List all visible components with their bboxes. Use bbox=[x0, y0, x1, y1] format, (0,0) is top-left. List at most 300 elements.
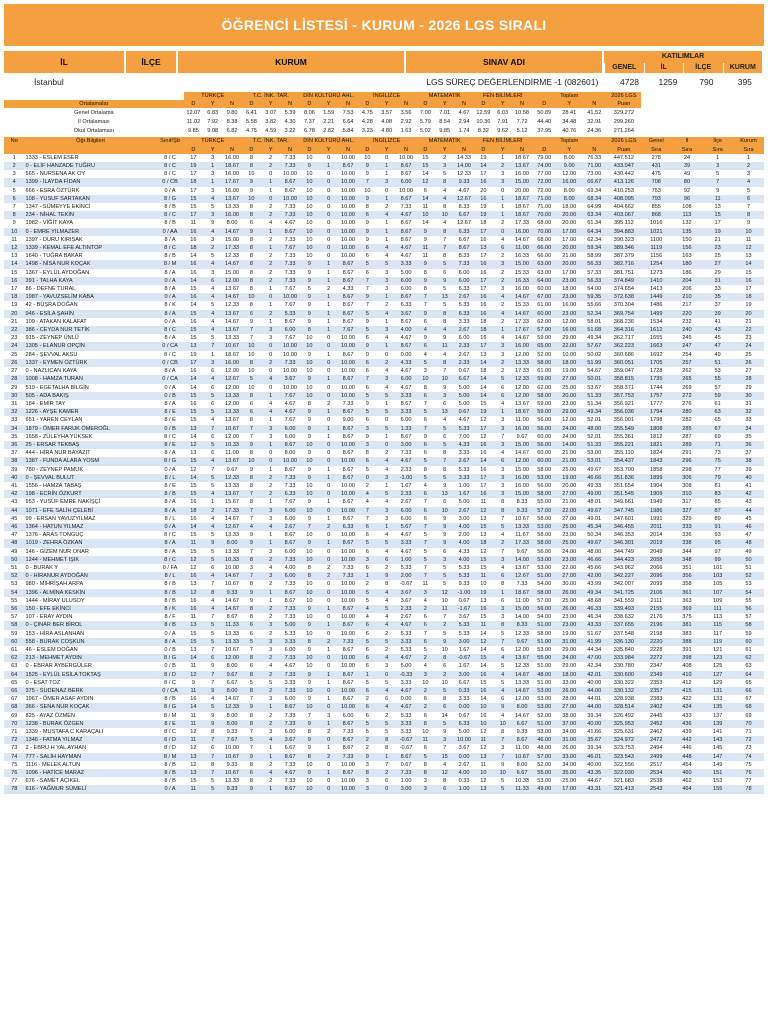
table-cell: 4.67 bbox=[280, 408, 299, 416]
table-cell: 7.33 bbox=[454, 260, 473, 268]
table-cell: 262 bbox=[672, 367, 703, 375]
table-cell: 3 bbox=[377, 269, 396, 277]
student-name: 946 - ESİLA ŞAHİN bbox=[24, 310, 156, 318]
table-cell: 10 bbox=[358, 154, 377, 162]
table-cell: 5.00 bbox=[280, 621, 299, 629]
table-cell: 327 bbox=[672, 507, 703, 515]
average-value: 2.92 bbox=[400, 118, 412, 125]
table-cell: 8 bbox=[242, 605, 261, 613]
table-cell: 359.047 bbox=[607, 367, 641, 375]
table-cell: 51.00 bbox=[532, 572, 557, 580]
table-cell: 0 bbox=[319, 416, 338, 424]
table-cell: 31.00 bbox=[557, 638, 582, 646]
table-cell: 25.00 bbox=[557, 523, 582, 531]
table-cell: 6 bbox=[435, 703, 454, 711]
table-cell: 1655 bbox=[641, 334, 672, 342]
table-cell: 16 bbox=[184, 269, 203, 277]
table-cell: 0 bbox=[319, 736, 338, 744]
table-cell: 6 bbox=[358, 646, 377, 654]
table-cell: 1 bbox=[4, 154, 24, 162]
table-cell: 323.753 bbox=[607, 744, 641, 752]
table-cell: 0 bbox=[377, 671, 396, 679]
table-cell: 8 bbox=[435, 203, 454, 211]
table-cell: 8 / C bbox=[156, 170, 183, 178]
table-cell: 8 bbox=[242, 285, 261, 293]
table-cell: 12.67 bbox=[512, 572, 531, 580]
table-cell: 7 bbox=[242, 548, 261, 556]
table-cell: 1 bbox=[261, 589, 280, 597]
table-cell: 3.67 bbox=[396, 597, 415, 605]
table-cell: 7.33 bbox=[280, 277, 299, 285]
table-cell: 4.67 bbox=[396, 687, 415, 695]
table-cell: 12 bbox=[474, 416, 493, 424]
table-cell: 2 bbox=[493, 277, 512, 285]
table-cell: 16.00 bbox=[557, 326, 582, 334]
table-cell: 5.33 bbox=[280, 630, 299, 638]
table-cell: 78 bbox=[4, 785, 24, 793]
table-cell: 18 bbox=[474, 326, 493, 334]
table-cell: 1663 bbox=[641, 342, 672, 350]
table-cell: 14 bbox=[184, 252, 203, 260]
table-cell: 8.67 bbox=[338, 498, 357, 506]
table-cell: 19 bbox=[184, 162, 203, 170]
table-cell: 58.00 bbox=[532, 531, 557, 539]
dyn-header: N bbox=[582, 146, 607, 154]
table-cell: 5 bbox=[416, 457, 435, 465]
table-cell: 10 bbox=[300, 630, 319, 638]
table-cell: 10.00 bbox=[338, 589, 357, 597]
table-cell: 2 bbox=[377, 203, 396, 211]
table-cell: 6.00 bbox=[396, 515, 415, 523]
table-cell: 7 bbox=[377, 761, 396, 769]
table-cell: 3.00 bbox=[454, 638, 473, 646]
table-cell: 0 / A bbox=[156, 187, 183, 195]
table-cell: 7.33 bbox=[280, 671, 299, 679]
table-cell: 57 bbox=[4, 613, 24, 621]
table-cell: 6.00 bbox=[454, 277, 473, 285]
table-cell: 0 bbox=[319, 342, 338, 350]
table-cell: 7.33 bbox=[338, 638, 357, 646]
table-cell: 180 bbox=[672, 260, 703, 268]
table-cell: 5 bbox=[493, 523, 512, 531]
average-value: 6.64 bbox=[342, 118, 354, 125]
katilim-ilce-label: İLÇE bbox=[683, 63, 723, 73]
table-cell: 16 bbox=[474, 301, 493, 309]
table-cell: 21 bbox=[733, 318, 764, 326]
table-cell: 10.00 bbox=[338, 785, 357, 793]
table-cell: 115 bbox=[702, 621, 733, 629]
table-cell: 4 bbox=[493, 236, 512, 244]
table-row bbox=[4, 638, 764, 646]
table-cell: 395.112 bbox=[607, 219, 641, 227]
average-value: 8.54 bbox=[439, 118, 451, 125]
table-cell: 0 bbox=[319, 187, 338, 195]
table-cell: 0 bbox=[319, 630, 338, 638]
table-cell: 9 bbox=[435, 728, 454, 736]
table-cell: 10.33 bbox=[222, 556, 241, 564]
table-cell: 1 bbox=[493, 154, 512, 162]
table-cell: 1705 bbox=[641, 359, 672, 367]
student-name: 1337 - EYMEN ÖZTÜRK bbox=[24, 359, 156, 367]
table-cell: 430.442 bbox=[607, 170, 641, 178]
table-cell: 10.00 bbox=[338, 531, 357, 539]
table-cell: 2.00 bbox=[454, 531, 473, 539]
average-label: Okul Ortalaması bbox=[73, 127, 115, 134]
table-cell: 5 bbox=[435, 720, 454, 728]
table-cell: 1 bbox=[377, 482, 396, 490]
average-value: 9.80 bbox=[226, 109, 238, 116]
table-cell: 10.00 bbox=[338, 252, 357, 260]
table-cell: 454 bbox=[672, 761, 703, 769]
table-cell: 7 bbox=[435, 613, 454, 621]
table-cell: 10 bbox=[300, 187, 319, 195]
student-name: 2 - EBRU H YAL AYHAN bbox=[24, 744, 156, 752]
table-cell: 6 bbox=[203, 654, 222, 662]
table-cell: 51.00 bbox=[532, 662, 557, 670]
table-cell: 18.67 bbox=[512, 154, 531, 162]
table-cell: 287 bbox=[672, 433, 703, 441]
col-kurum: Kurum bbox=[733, 137, 764, 145]
table-cell: 2534 bbox=[641, 769, 672, 777]
header-kurum: KURUM bbox=[178, 51, 404, 73]
header-sinav-adi: SINAV ADI bbox=[406, 51, 602, 73]
table-cell: 355.549 bbox=[607, 425, 641, 433]
table-cell: 0 bbox=[319, 687, 338, 695]
table-cell: 6 bbox=[493, 597, 512, 605]
table-cell: 8.67 bbox=[280, 178, 299, 186]
table-cell: 10.67 bbox=[222, 646, 241, 654]
table-cell: 9 bbox=[203, 687, 222, 695]
table-cell: 73.00 bbox=[582, 170, 607, 178]
table-cell: 10.00 bbox=[338, 178, 357, 186]
table-row bbox=[4, 613, 764, 621]
table-cell: 53.00 bbox=[532, 687, 557, 695]
table-cell: 45 bbox=[4, 515, 24, 523]
table-cell: 49 bbox=[702, 351, 733, 359]
table-cell: 8 bbox=[377, 744, 396, 752]
table-cell: 44.67 bbox=[582, 777, 607, 785]
table-cell: 2 bbox=[435, 154, 454, 162]
table-cell: 8 bbox=[242, 162, 261, 170]
table-cell: 2494 bbox=[641, 744, 672, 752]
header-bar bbox=[4, 51, 764, 73]
table-cell: 10 bbox=[300, 785, 319, 793]
table-cell: 1 bbox=[261, 285, 280, 293]
table-cell: 8 bbox=[242, 203, 261, 211]
student-name: 146 - GİZEM NUR ONAR bbox=[24, 548, 156, 556]
table-cell: 54.00 bbox=[532, 613, 557, 621]
table-cell: 7 bbox=[416, 400, 435, 408]
table-cell: 0 / AA bbox=[156, 228, 183, 236]
table-cell: 4 bbox=[377, 244, 396, 252]
table-cell: 6 bbox=[416, 712, 435, 720]
table-cell: 10.00 bbox=[338, 228, 357, 236]
table-cell: 8.00 bbox=[557, 154, 582, 162]
table-cell: 11 bbox=[435, 605, 454, 613]
student-name: 1305 - ELANUR OPÇİN bbox=[24, 342, 156, 350]
table-cell: 9.67 bbox=[512, 433, 531, 441]
table-cell: 0 bbox=[377, 441, 396, 449]
table-cell: 5 bbox=[358, 597, 377, 605]
table-cell: 1 bbox=[493, 203, 512, 211]
table-cell: 8.67 bbox=[280, 466, 299, 474]
table-cell: 12.67 bbox=[222, 523, 241, 531]
table-cell: 1 bbox=[319, 433, 338, 441]
table-cell: 0 / A bbox=[156, 785, 183, 793]
average-value: 329.272 bbox=[613, 109, 634, 116]
table-cell: 0 bbox=[377, 187, 396, 195]
table-cell: 9 bbox=[242, 539, 261, 547]
student-name: 666 - ESRA ÖZTÜRK bbox=[24, 187, 156, 195]
table-cell: 50 bbox=[733, 556, 764, 564]
table-row bbox=[4, 392, 764, 400]
table-cell: 49.00 bbox=[532, 785, 557, 793]
table-cell: 5 bbox=[203, 556, 222, 564]
table-cell: 9 bbox=[300, 301, 319, 309]
table-cell: 19 bbox=[474, 589, 493, 597]
table-cell: 53.00 bbox=[532, 564, 557, 572]
table-cell: 6 bbox=[358, 211, 377, 219]
table-cell: 210 bbox=[672, 293, 703, 301]
table-cell: 2 bbox=[377, 301, 396, 309]
dyn-header: Y bbox=[435, 146, 454, 154]
table-cell: 0 / CA bbox=[156, 687, 183, 695]
table-cell: 7 bbox=[4, 203, 24, 211]
table-cell: 10 bbox=[242, 170, 261, 178]
table-row bbox=[4, 482, 764, 490]
table-cell: 18 bbox=[4, 293, 24, 301]
table-cell: 12.33 bbox=[512, 375, 531, 383]
table-cell: 9 bbox=[416, 277, 435, 285]
table-cell: 383 bbox=[672, 630, 703, 638]
dyn-header: Y bbox=[261, 146, 280, 154]
table-cell: 8 / D bbox=[156, 671, 183, 679]
table-cell: 6 bbox=[242, 219, 261, 227]
table-cell: 12.00 bbox=[557, 318, 582, 326]
dyn-header: Y bbox=[557, 100, 582, 108]
table-cell: 10 bbox=[300, 441, 319, 449]
table-cell: 12 bbox=[474, 728, 493, 736]
table-cell: 15 bbox=[184, 416, 203, 424]
table-cell: 4 bbox=[493, 400, 512, 408]
table-cell: 10.33 bbox=[222, 441, 241, 449]
table-cell: 8.67 bbox=[338, 695, 357, 703]
table-cell: 9 bbox=[493, 703, 512, 711]
table-cell: 27.00 bbox=[557, 375, 582, 383]
table-cell: 40.00 bbox=[582, 761, 607, 769]
table-cell: 38 bbox=[4, 457, 24, 465]
table-cell: 23.00 bbox=[557, 277, 582, 285]
table-cell: 10 bbox=[242, 293, 261, 301]
table-cell: 14 bbox=[184, 384, 203, 392]
table-cell: 29.00 bbox=[557, 408, 582, 416]
table-cell: 36 bbox=[4, 441, 24, 449]
table-cell: 424 bbox=[672, 703, 703, 711]
table-cell: 15 bbox=[184, 490, 203, 498]
average-value: 1.63 bbox=[400, 127, 412, 134]
table-cell: 4 bbox=[377, 466, 396, 474]
table-cell: 5 bbox=[242, 736, 261, 744]
table-cell: 1858 bbox=[641, 466, 672, 474]
table-cell: 6 bbox=[435, 400, 454, 408]
table-cell: 8 bbox=[300, 564, 319, 572]
table-cell: 3.67 bbox=[280, 375, 299, 383]
table-cell: 338 bbox=[672, 539, 703, 547]
table-cell: 13.67 bbox=[222, 326, 241, 334]
table-cell: 55.00 bbox=[532, 769, 557, 777]
table-cell: 48.00 bbox=[582, 425, 607, 433]
table-cell: 4.33 bbox=[338, 285, 357, 293]
table-cell: 9.67 bbox=[222, 671, 241, 679]
table-cell: 10 bbox=[300, 367, 319, 375]
table-cell: 3 bbox=[203, 269, 222, 277]
table-cell: 11.33 bbox=[512, 785, 531, 793]
table-cell: 113 bbox=[702, 613, 733, 621]
spacer bbox=[156, 146, 183, 154]
table-cell: 7 bbox=[242, 425, 261, 433]
table-cell: 6.67 bbox=[454, 236, 473, 244]
average-row bbox=[4, 108, 764, 117]
table-cell: 447.512 bbox=[607, 154, 641, 162]
table-cell: 12.00 bbox=[512, 351, 531, 359]
table-cell: 55.00 bbox=[532, 654, 557, 662]
table-cell: 26.00 bbox=[557, 744, 582, 752]
table-row bbox=[4, 285, 764, 293]
table-cell: 1 bbox=[319, 318, 338, 326]
table-cell: 10 bbox=[416, 375, 435, 383]
table-cell: 75 bbox=[702, 457, 733, 465]
table-cell: 49.00 bbox=[582, 490, 607, 498]
table-cell: 2272 bbox=[641, 654, 672, 662]
table-cell: 1 bbox=[319, 695, 338, 703]
table-cell: 58.00 bbox=[532, 392, 557, 400]
table-cell: 0 bbox=[319, 580, 338, 588]
table-cell: 6 bbox=[416, 613, 435, 621]
table-cell: 62.34 bbox=[582, 236, 607, 244]
table-cell: 247 bbox=[672, 342, 703, 350]
table-cell: 351 bbox=[672, 564, 703, 572]
table-cell: 8.67 bbox=[396, 195, 415, 203]
table-cell: 10 bbox=[493, 720, 512, 728]
table-cell: 7 bbox=[203, 425, 222, 433]
table-cell: 1 bbox=[261, 228, 280, 236]
table-cell: 14.67 bbox=[222, 572, 241, 580]
table-cell: 19 bbox=[474, 408, 493, 416]
table-cell: 69 bbox=[4, 712, 24, 720]
table-cell: 15 bbox=[733, 269, 764, 277]
table-cell: 11 bbox=[416, 252, 435, 260]
table-cell: 398 bbox=[672, 654, 703, 662]
table-cell: 333.984 bbox=[607, 654, 641, 662]
table-cell: 0 bbox=[319, 211, 338, 219]
table-cell: 364.316 bbox=[607, 326, 641, 334]
table-cell: 13.67 bbox=[512, 564, 531, 572]
table-cell: 10.00 bbox=[338, 761, 357, 769]
student-name: 1658 - ZÜLEYHA YÜKSEK bbox=[24, 433, 156, 441]
table-cell: 13.33 bbox=[222, 203, 241, 211]
table-cell: 5 bbox=[300, 285, 319, 293]
spacer bbox=[4, 146, 24, 154]
table-cell: 56.33 bbox=[582, 260, 607, 268]
table-cell: 1.00 bbox=[454, 785, 473, 793]
table-cell: 52.01 bbox=[582, 433, 607, 441]
table-cell: 5 bbox=[435, 425, 454, 433]
table-cell: 7 bbox=[493, 753, 512, 761]
table-cell: 448 bbox=[672, 753, 703, 761]
student-name: 1238 - BURAK ÖZGEN bbox=[24, 720, 156, 728]
subject-header: T.C. İNK. TAR. bbox=[242, 92, 300, 100]
table-cell: 12 bbox=[184, 744, 203, 752]
table-cell: 9 bbox=[203, 219, 222, 227]
table-cell: 4.67 bbox=[454, 416, 473, 424]
table-cell: 6 bbox=[358, 654, 377, 662]
table-cell: 8.67 bbox=[338, 351, 357, 359]
table-cell: 2.67 bbox=[280, 523, 299, 531]
table-cell: 1 bbox=[377, 195, 396, 203]
table-cell: 269 bbox=[672, 384, 703, 392]
table-cell: 15 bbox=[474, 613, 493, 621]
table-cell: 2 bbox=[493, 367, 512, 375]
table-cell: 10 bbox=[300, 154, 319, 162]
average-value: 9.85 bbox=[187, 127, 199, 134]
table-cell: 68 bbox=[733, 703, 764, 711]
table-cell: 4.67 bbox=[396, 384, 415, 392]
table-cell: 8 / B bbox=[156, 597, 183, 605]
table-cell: 9.33 bbox=[454, 580, 473, 588]
table-cell: 22.00 bbox=[557, 507, 582, 515]
table-cell: 14.67 bbox=[222, 605, 241, 613]
table-cell: 8 / M bbox=[156, 712, 183, 720]
table-cell: 0 bbox=[319, 449, 338, 457]
table-cell: 10 bbox=[300, 507, 319, 515]
table-cell: 13.67 bbox=[512, 400, 531, 408]
table-cell: 6 bbox=[358, 630, 377, 638]
table-cell: 10.67 bbox=[512, 515, 531, 523]
table-cell: 1 bbox=[261, 753, 280, 761]
subject-header: 2026 LGS bbox=[607, 92, 641, 100]
table-cell: 8.67 bbox=[454, 244, 473, 252]
table-cell: 15 bbox=[184, 638, 203, 646]
table-cell: 6.00 bbox=[454, 269, 473, 277]
table-cell: 8.67 bbox=[338, 301, 357, 309]
table-row bbox=[4, 162, 764, 170]
table-cell: 3 bbox=[261, 433, 280, 441]
table-cell: 206 bbox=[672, 285, 703, 293]
table-row bbox=[4, 474, 764, 482]
table-cell: 3 bbox=[733, 170, 764, 178]
table-cell: 35 bbox=[4, 433, 24, 441]
table-cell: 0 bbox=[319, 457, 338, 465]
table-cell: 11 bbox=[184, 785, 203, 793]
table-cell: 65 bbox=[733, 679, 764, 687]
table-cell: 3 bbox=[261, 572, 280, 580]
table-cell: 4.67 bbox=[396, 621, 415, 629]
table-cell: 2 bbox=[261, 556, 280, 564]
table-cell: 30 bbox=[4, 392, 24, 400]
table-cell: 321.413 bbox=[607, 785, 641, 793]
table-cell: 7 bbox=[358, 301, 377, 309]
table-cell: 8.67 bbox=[396, 170, 415, 178]
table-cell: 0.33 bbox=[454, 687, 473, 695]
table-cell: 6 bbox=[435, 785, 454, 793]
dyn-header: Y bbox=[377, 100, 396, 108]
table-cell: 14 bbox=[416, 219, 435, 227]
table-cell: 1 bbox=[319, 425, 338, 433]
table-cell: 11 bbox=[416, 580, 435, 588]
table-cell: 14.67 bbox=[222, 228, 241, 236]
table-cell: 7 bbox=[242, 433, 261, 441]
table-cell: 2 bbox=[261, 277, 280, 285]
